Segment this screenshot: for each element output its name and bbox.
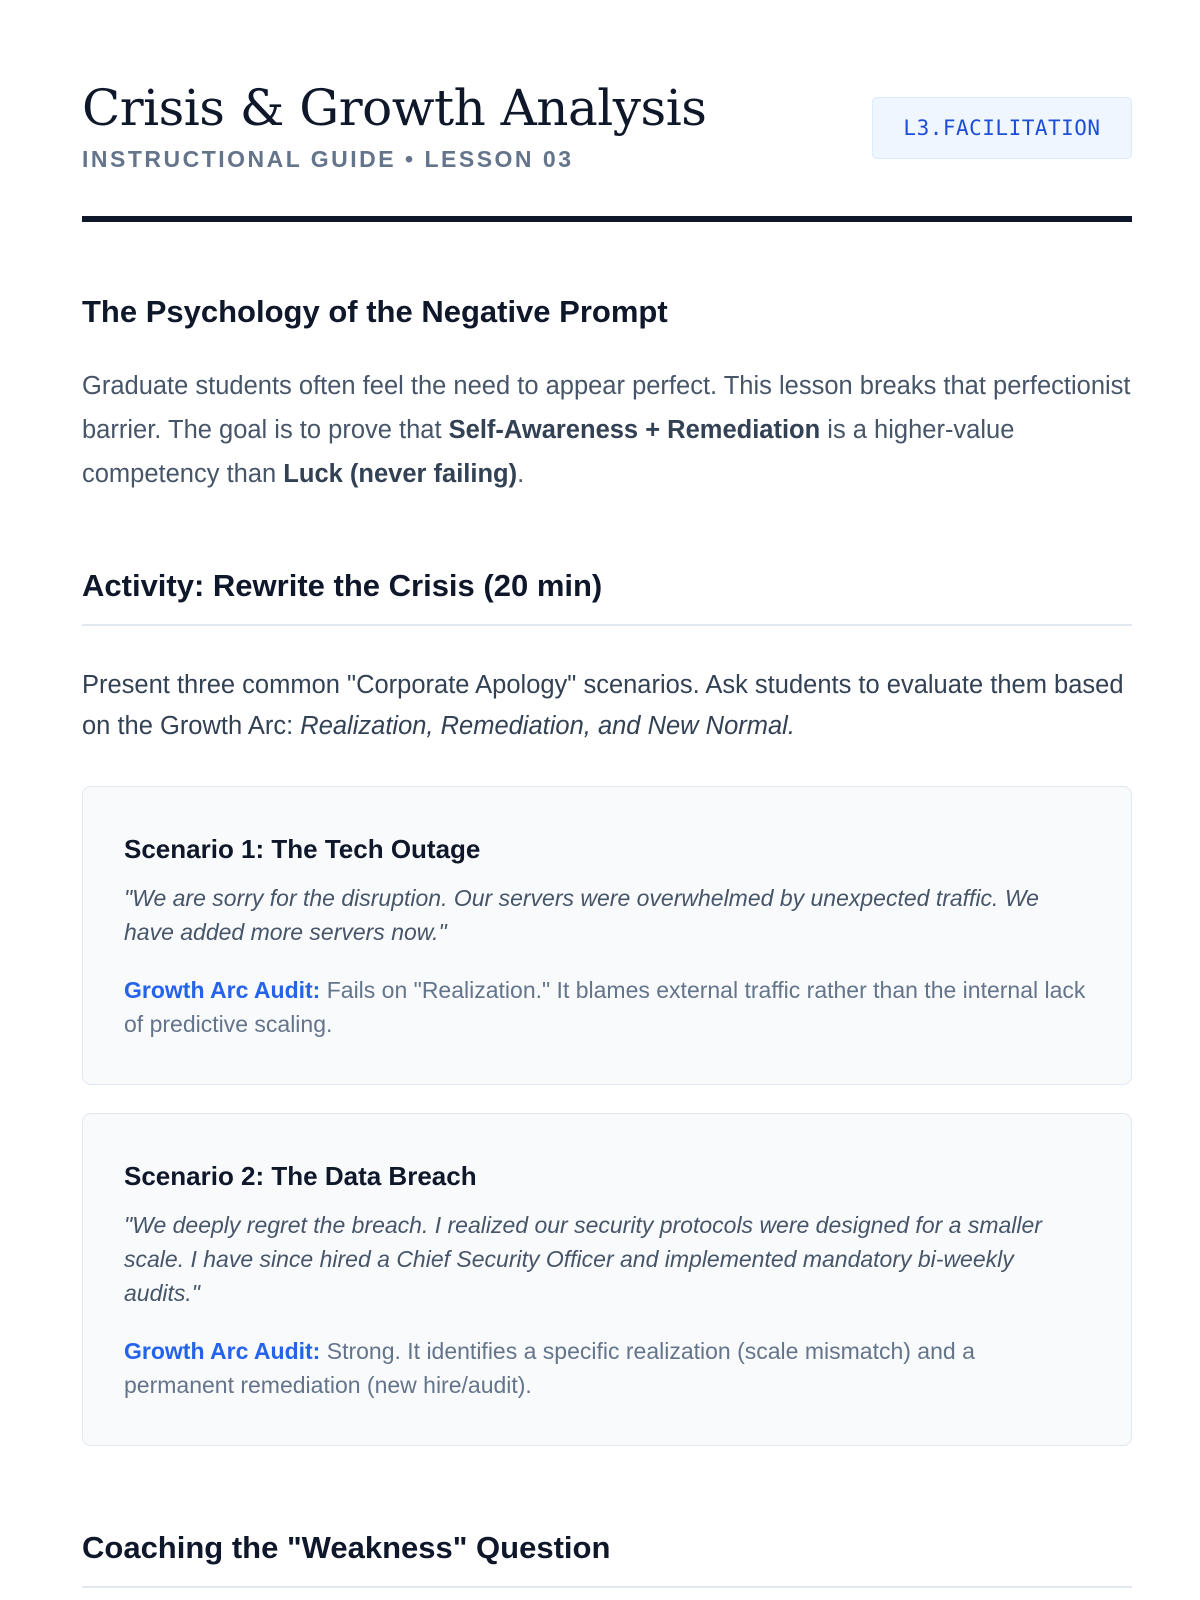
scenario-quote: "We are sorry for the disruption. Our servers were overwhelmed by unexpected traffic. We have added more servers now." [124,885,1039,945]
coaching-heading: Coaching the "Weakness" Question [82,1528,1132,1588]
scenario-audit [124,1334,1091,1402]
audit-text: Fails on "Realization." It blames external traffic rather than the internal lack of predictive scaling. [124,977,1086,1037]
activity-intro [82,665,1142,747]
lesson-page [82,0,1132,1565]
psychology-text-1: Graduate students often feel the need to appear perfect. This lesson breaks that perfectionist barrier. The goal is to prove that [82,372,1131,444]
activity-intro-emphasis: Realization, Remediation, and New Normal. [300,712,795,740]
scenario-audit [124,973,1091,1041]
psychology-strong-1: Self-Awareness + Remediation [448,416,821,444]
audit-label: Growth Arc Audit: [124,1338,321,1364]
psychology-paragraph [82,364,1142,496]
activity-heading: Activity: Rewrite the Crisis (20 min) [82,566,1132,626]
scenario-title: Scenario 2: The Data Breach [124,1161,477,1191]
psychology-heading: The Psychology of the Negative Prompt [82,294,668,329]
psychology-text-3: . [517,460,525,488]
scenario-card [82,786,1132,1085]
activity-intro-text: Present three common "Corporate Apology" scenarios. Ask students to evaluate them based on the Growth Arc: [82,671,1124,740]
lesson-code-badge: L3.FACILITATION [872,97,1132,159]
scenario-card [82,1113,1132,1446]
psychology-strong-2: Luck (never failing) [283,460,518,488]
psychology-text-2: is a higher-value competency than [82,416,1015,488]
scenario-title: Scenario 1: The Tech Outage [124,834,481,864]
audit-label: Growth Arc Audit: [124,977,321,1003]
page-title: Crisis & Growth Analysis [82,79,707,137]
page-header [82,0,1132,222]
scenario-quote: "We deeply regret the breach. I realized our security protocols were designed for a smaller scale. I have since hired a Chief Security Officer and implemented mandatory bi-weekly audits." [124,1212,1042,1306]
page-subtitle: INSTRUCTIONAL GUIDE • LESSON 03 [82,146,574,172]
audit-text: Strong. It identifies a specific realization (scale mismatch) and a permanent remediation (new hire/audit). [124,1338,975,1398]
